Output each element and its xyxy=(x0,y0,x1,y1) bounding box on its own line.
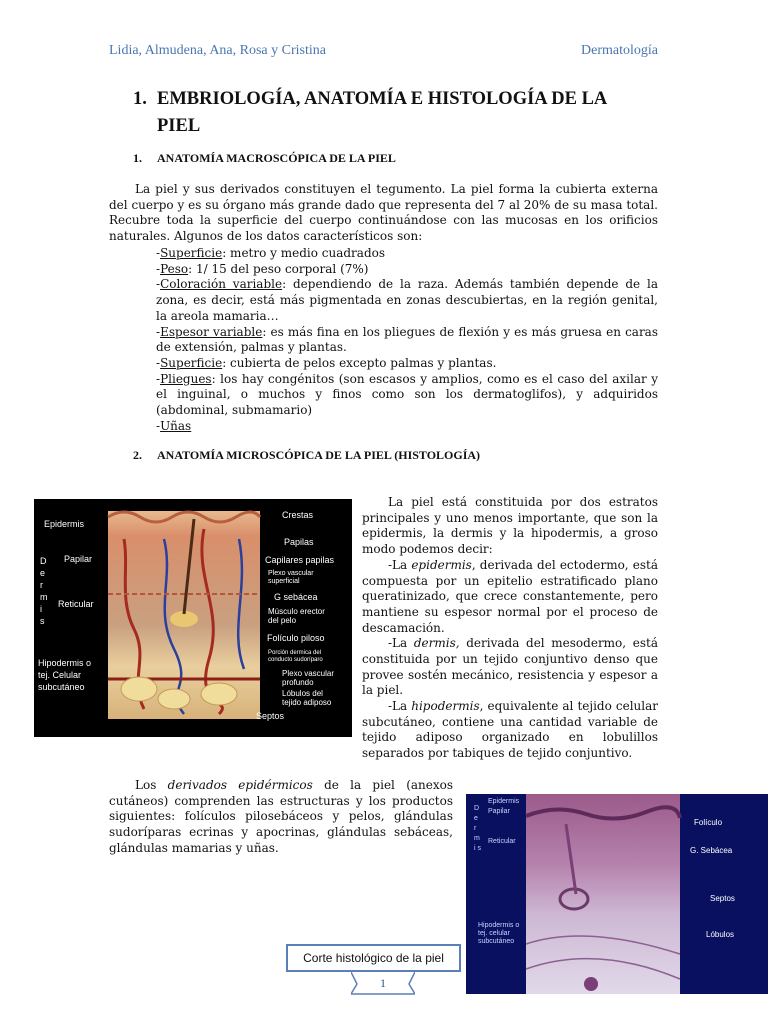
page-number-tab xyxy=(351,972,415,996)
dermis-paragraph xyxy=(362,636,658,699)
dermis-pre: -La xyxy=(388,636,414,651)
fig1-label-crestas: Crestas xyxy=(282,510,314,520)
derivados-text: de la piel (anexos cutáneos) comprenden las estructuras y los productos siguientes: folículos pilosebáceos y pelos, glándulas sudoríparas ecrinas y apocrinas, glándulas sebáceas, glándulas mamarias y uñas. xyxy=(109,778,454,855)
fig1-label-plexo-prof-2: profundo xyxy=(282,678,314,687)
fig1-label-lobulos xyxy=(282,689,331,707)
fig1-label-plexo-sup-2: superficial xyxy=(268,578,300,585)
fig2-label-g-sebacea: G. Sebácea xyxy=(690,846,733,855)
fig1-label-hipodermis-3: subcutáneo xyxy=(38,682,85,692)
fig1-label-foliculo: Folículo piloso xyxy=(267,633,325,643)
header-subject: Dermatología xyxy=(581,43,658,58)
fig1-label-musculo xyxy=(268,607,325,625)
fig2-label-hipodermis-3: subcutáneo xyxy=(478,938,515,945)
dermis-text: derivada del mesodermo, está constituida por un tejido conjuntivo denso que provee sostén mecánico, resistencia y espesor a la piel. xyxy=(362,636,658,698)
item-dash: - xyxy=(156,418,161,433)
item-label: Peso xyxy=(160,261,189,276)
title-number: 1. xyxy=(133,89,147,109)
item-text: : dependiendo de la raza. Además también depende de la zona, es decir, está más pigmentada en zonas descubiertas, en la región genital, la areola mamaria… xyxy=(156,277,658,323)
epidermis-pre: -La xyxy=(388,557,412,572)
hipodermis-pre: -La xyxy=(388,699,412,713)
fig2-label-epidermis: Epidermis xyxy=(488,798,520,805)
epidermis-term: epidermis xyxy=(411,557,472,572)
item-text: : 1/ 15 del peso corporal (7%) xyxy=(188,261,369,276)
item-label: Superficie xyxy=(160,355,223,370)
fig2-label-foliculo: Folículo xyxy=(694,818,723,827)
dermis-term: dermis, xyxy=(413,636,460,651)
fig1-label-plexo-prof-1: Plexo vascular xyxy=(282,669,335,678)
item-dash: - xyxy=(156,277,161,292)
fig2-label-papilar: Papilar xyxy=(488,808,510,815)
section-2-p1: La piel está constituida por dos estratos principales y uno menos importante, que son la epidermis, la dermis y la hipodermis, a groso modo podemos decir: xyxy=(362,495,658,557)
list-item xyxy=(156,277,658,324)
derivados-term: derivados epidérmicos xyxy=(167,778,313,792)
fig1-label-capilares: Capilares papilas xyxy=(265,555,335,565)
fig1-label-hipodermis-1: Hipodermis o xyxy=(38,658,92,668)
header-authors: Lidia, Almudena, Ana, Rosa y Cristina xyxy=(109,43,326,58)
characteristics-list xyxy=(156,246,658,434)
title-line-1: EMBRIOLOGÍA, ANATOMÍA E HISTOLOGÍA DE LA xyxy=(157,89,608,109)
histology-figure xyxy=(466,794,768,994)
fig1-label-musculo-2: del pelo xyxy=(268,616,297,625)
fig1-label-plexo-superficial xyxy=(268,570,314,586)
item-dash: - xyxy=(156,246,161,260)
fig1-label-porcion-1: Porción dermica del xyxy=(268,650,322,656)
section-2-number: 2. xyxy=(133,448,142,462)
fig1-label-plexo-profundo xyxy=(282,669,334,687)
item-dash: - xyxy=(156,355,161,370)
list-item xyxy=(156,372,658,419)
list-item xyxy=(156,356,658,372)
hipodermis-paragraph-wrap xyxy=(362,699,658,762)
item-text: : metro y medio cuadrados xyxy=(222,246,386,260)
fig1-label-lobulos-2: tejido adiposo xyxy=(282,698,332,707)
fig1-label-hipodermis-2: tej. Celular xyxy=(38,670,82,680)
fig2-label-lobulos: Lóbulos xyxy=(706,930,735,939)
item-dash: - xyxy=(156,371,161,386)
fig1-label-porcion xyxy=(268,650,323,664)
fig2-label-hipodermis xyxy=(478,922,519,946)
fig1-label-musculo-1: Músculo erector xyxy=(268,607,325,616)
list-item xyxy=(156,325,658,356)
item-label: Coloración variable xyxy=(160,277,283,292)
fig1-label-papilas: Papilas xyxy=(284,537,314,547)
section-1-heading xyxy=(133,151,396,166)
list-item xyxy=(156,262,658,278)
fig1-label-papilar: Papilar xyxy=(64,554,93,564)
fig1-label-plexo-sup-1: Plexo vascular xyxy=(268,570,314,577)
epidermis-text: , derivada del ectodermo, está compuesta por un epitelio estratificado plano queratinizado, que crece constantemente, pero mantiene su espesor normal por el proceso de descamación. xyxy=(362,557,658,635)
hipodermis-paragraph xyxy=(362,699,658,762)
fig1-label-porcion-2: conducto sudoríparo xyxy=(268,657,323,663)
hipodermis-term: hipodermis xyxy=(411,699,480,713)
section-2-body xyxy=(362,495,658,699)
title-line-2: PIEL xyxy=(157,116,201,136)
fig2-label-dermis-vertical: D e r m i s xyxy=(474,805,481,852)
skin-anatomy-figure xyxy=(34,499,352,737)
item-text: : es más fina en los pliegues de flexión y es más gruesa en caras de extensión, palmas y plantas. xyxy=(156,324,658,355)
section-1-intro: La piel y sus derivados constituyen el tegumento. La piel forma la cubierta externa del cuerpo y es su órgano más grande dado que representa del 7 al 20% de su masa total. Recubre toda la superficie del cuerpo continuándose con las mucosas en los orificios naturales. Algunos de los datos característicos son: xyxy=(109,182,658,244)
fig1-label-dermis-vertical: D e r m i s xyxy=(40,556,48,626)
section-1-title: ANATOMÍA MACROSCÓPICA DE LA PIEL xyxy=(157,151,396,165)
item-dash: - xyxy=(156,324,161,339)
fig1-label-epidermis: Epidermis xyxy=(44,519,85,529)
item-label: Superficie xyxy=(160,246,223,260)
item-label: Uñas xyxy=(160,418,192,433)
fig1-label-lobulos-1: Lóbulos del xyxy=(282,689,323,698)
page-number: 1 xyxy=(380,976,386,990)
fig2-label-hipodermis-1: Hipodermis o xyxy=(478,922,520,929)
fig2-label-septos: Septos xyxy=(710,894,735,903)
derivados-pre: Los xyxy=(135,778,168,792)
list-item xyxy=(156,246,658,262)
fig1-label-g-sebacea: G sebácea xyxy=(274,592,318,602)
derivados-paragraph xyxy=(109,778,453,857)
figure-caption: Corte histológico de la piel xyxy=(286,944,461,972)
epidermis-paragraph xyxy=(362,558,658,637)
section-2-title: ANATOMÍA MICROSCÓPICA DE LA PIEL (HISTOLOGÍA) xyxy=(157,448,481,462)
list-item xyxy=(156,419,658,435)
fig2-label-reticular: Reticular xyxy=(488,838,516,845)
item-label: Espesor variable xyxy=(160,324,263,339)
fig2-label-hipodermis-2: tej. celular xyxy=(478,930,510,937)
item-text: : cubierta de pelos excepto palmas y plantas. xyxy=(222,355,497,370)
fig1-label-reticular: Reticular xyxy=(58,599,94,609)
section-1-number: 1. xyxy=(133,151,142,165)
page-title xyxy=(133,86,653,140)
fig1-label-hipodermis xyxy=(38,657,91,693)
item-text: : los hay congénitos (son escasos y amplios, como es el caso del axilar y el inguinal, o muchos y finos como son los dermatoglifos), y adquiridos (abdominal, submamario) xyxy=(156,371,658,418)
fig1-label-septos: Septos xyxy=(256,711,285,721)
hipodermis-text: , equivalente al tejido celular subcutáneo, contiene una cantidad variable de tejido adiposo organizado en lobulillos separados por tabiques de tejido conjuntivo. xyxy=(362,699,658,761)
section-2-heading xyxy=(133,448,480,463)
item-dash: - xyxy=(156,261,161,276)
item-label: Pliegues xyxy=(160,371,212,386)
